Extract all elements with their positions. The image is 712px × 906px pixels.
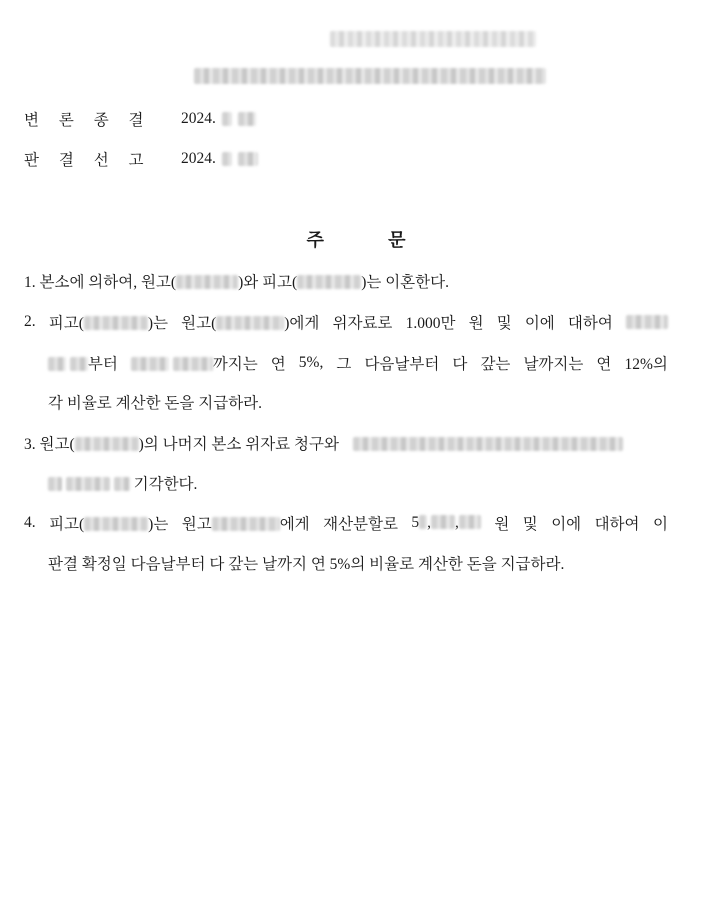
item-4-text: 피고( )는	[49, 516, 169, 533]
item-2-text: 다	[452, 356, 468, 373]
item-2-text: 대하여	[567, 315, 613, 332]
item-1-text: )와 피고(	[238, 274, 298, 291]
redacted-text	[353, 437, 623, 451]
item-2-text: 및	[496, 315, 512, 332]
item-4-text: 원	[494, 516, 510, 533]
item-2-text: 연	[270, 356, 286, 373]
item-2-text: 부터	[48, 352, 118, 374]
redacted-text	[114, 477, 130, 491]
redacted-date	[48, 357, 66, 371]
item-3-text: 3. 원고(	[24, 436, 75, 453]
redacted-date	[238, 152, 258, 166]
redacted-name	[216, 316, 284, 330]
order-item-2-line-1	[24, 311, 668, 333]
item-2-rate: 5%,	[298, 354, 324, 371]
item-4-text: 원고 에게	[181, 516, 310, 533]
verdict-row	[24, 148, 258, 170]
redacted-date	[222, 112, 232, 126]
item-2-text: 갚는	[480, 356, 511, 373]
order-item-3-line-1	[24, 432, 668, 454]
redacted-case-number	[194, 68, 546, 84]
redacted-date	[238, 112, 256, 126]
item-2-text: 이에	[524, 315, 555, 332]
item-2-text: 피고( )는	[48, 315, 169, 332]
title-left: 주	[306, 230, 324, 251]
section-title	[0, 226, 712, 252]
verdict-date: 2024.	[181, 150, 216, 167]
item-4-text: 재산분할로	[323, 516, 398, 533]
item-2-text: 2.	[24, 313, 36, 330]
item-2-rate: 12%의	[624, 356, 668, 373]
closing-argument-label: 변 론 종 결	[24, 112, 152, 129]
item-2-text: 까지는	[131, 352, 258, 374]
redacted-amount	[419, 515, 427, 529]
redacted-date	[173, 357, 213, 371]
item-2-text: 날까지는	[523, 356, 584, 373]
item-2-amount: 1.000만	[405, 315, 456, 332]
redacted-amount	[431, 515, 455, 529]
item-2-text: 그	[336, 356, 352, 373]
order-item-3-line-2	[48, 472, 197, 494]
redacted-name	[84, 316, 148, 330]
item-3-text: )의 나머지 본소 위자료 청구와	[138, 436, 339, 453]
item-2-text: 원고( )에게	[181, 315, 320, 332]
redacted-name	[84, 517, 148, 531]
redacted-name	[75, 437, 139, 451]
redacted-court-name	[330, 31, 536, 47]
order-item-4-line-1	[24, 512, 668, 534]
item-4-text: 4.	[24, 514, 36, 531]
item-4-text: 판결 확정일 다음날부터 다 갚는 날까지 연 5%의 비율로 계산한 돈을 지급하라.	[48, 556, 565, 573]
item-2-text: 위자료로	[332, 315, 393, 332]
order-item-2-line-3	[48, 391, 262, 413]
item-4-text: 이에	[551, 516, 582, 533]
redacted-date	[626, 315, 668, 329]
title-right: 문	[388, 230, 406, 251]
redacted-date	[131, 357, 169, 371]
item-2-text: 다음날부터	[364, 356, 440, 373]
redacted-name	[212, 517, 280, 531]
item-4-text: 및	[522, 516, 538, 533]
item-2-text: 연	[596, 356, 612, 373]
redacted-name	[297, 275, 361, 289]
order-item-4-line-2	[48, 552, 564, 574]
item-3-text: 기각한다.	[133, 476, 198, 493]
redacted-text	[48, 477, 62, 491]
verdict-label: 판 결 선 고	[24, 152, 152, 169]
item-1-text: )는 이혼한다.	[361, 274, 449, 291]
redacted-amount	[459, 515, 481, 529]
item-4-text: 이	[652, 516, 668, 533]
item-4-amount: 5 , ,	[411, 514, 481, 532]
redacted-name	[176, 275, 238, 289]
closing-argument-row	[24, 108, 256, 130]
item-2-text: 각 비율로 계산한 돈을 지급하라.	[48, 395, 263, 412]
item-2-text: 원	[468, 315, 484, 332]
redacted-text	[66, 477, 110, 491]
order-item-2-line-2	[48, 352, 668, 374]
item-4-text: 대하여	[594, 516, 640, 533]
redacted-date	[70, 357, 88, 371]
closing-argument-date: 2024.	[181, 110, 216, 127]
order-item-1	[24, 270, 449, 292]
redacted-date	[222, 152, 232, 166]
item-1-text: 1. 본소에 의하여, 원고(	[24, 274, 177, 291]
